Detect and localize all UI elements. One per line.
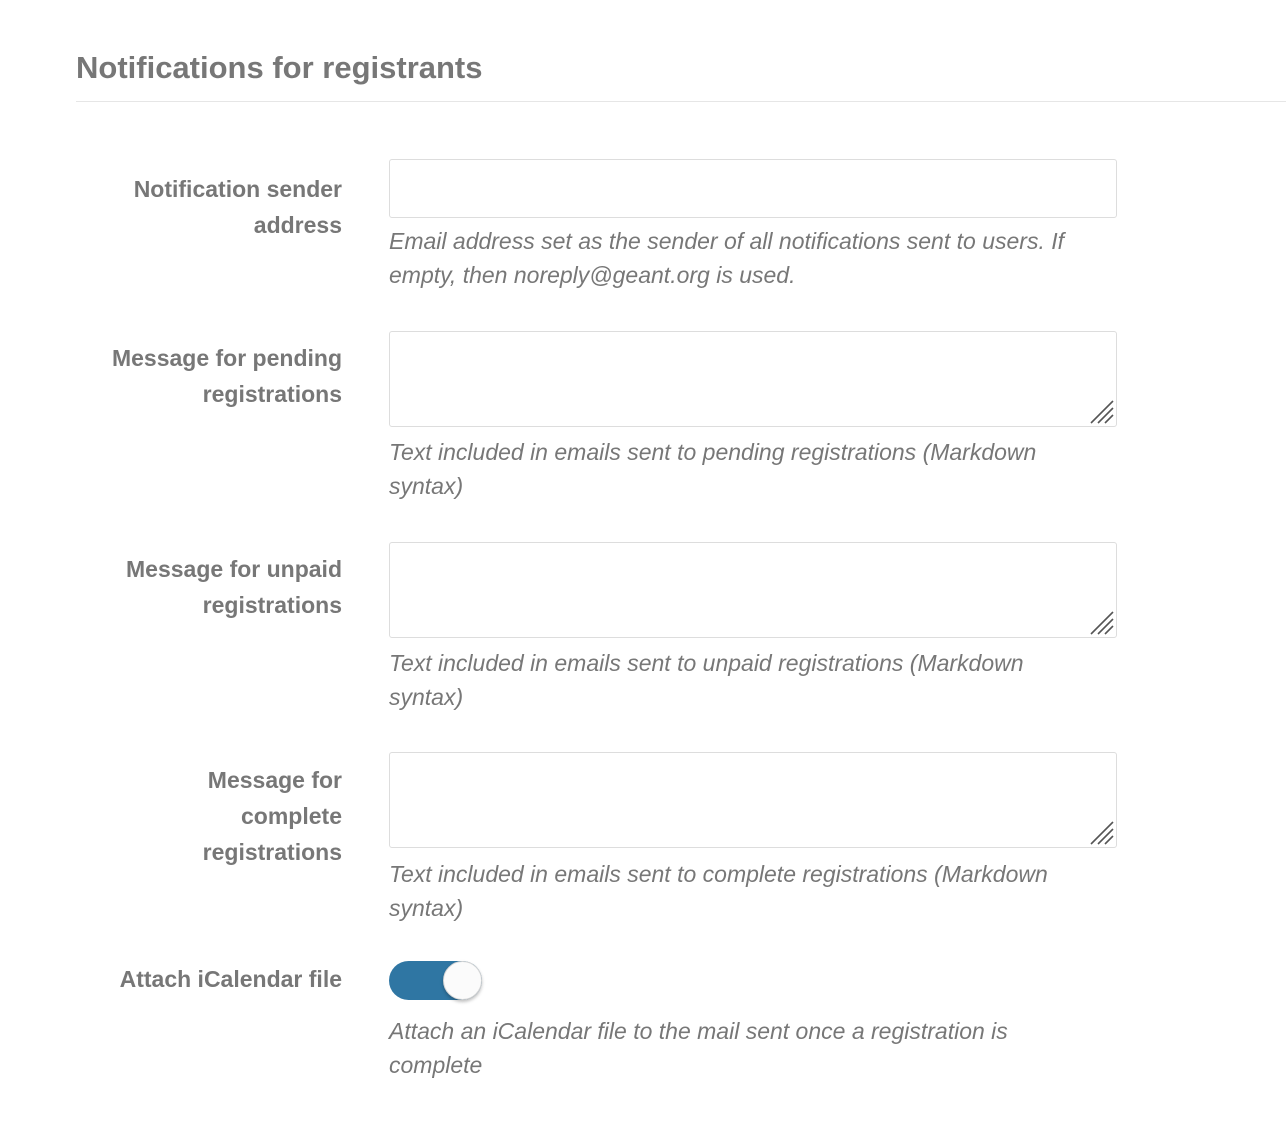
unpaid-message-textarea[interactable] — [389, 542, 1117, 638]
section-title: Notifications for registrants — [76, 50, 483, 85]
icalendar-toggle[interactable] — [389, 961, 482, 1000]
toggle-knob[interactable] — [443, 961, 482, 1000]
unpaid-message-help-line2: syntax) — [389, 684, 464, 710]
icalendar-help-line2: complete — [389, 1052, 483, 1078]
complete-message-label-line3: registrations — [202, 839, 342, 865]
pending-message-textarea[interactable] — [389, 331, 1117, 427]
sender-address-label-line1: Notification sender — [133, 176, 342, 202]
pending-message-label — [76, 340, 342, 412]
complete-message-label-line1: Message for — [207, 767, 342, 793]
complete-message-label — [76, 762, 342, 870]
complete-message-help — [389, 857, 1129, 925]
icalendar-help — [389, 1014, 1129, 1082]
pending-message-label-line2: registrations — [202, 381, 342, 407]
unpaid-message-label-line1: Message for unpaid — [126, 556, 342, 582]
icalendar-label: Attach iCalendar file — [119, 966, 342, 992]
pending-message-help-line2: syntax) — [389, 473, 464, 499]
unpaid-message-label-line2: registrations — [202, 592, 342, 618]
sender-address-input[interactable] — [389, 159, 1117, 218]
section-divider — [76, 101, 1286, 102]
icalendar-help-line1: Attach an iCalendar file to the mail sent once a registration is — [389, 1018, 1008, 1044]
sender-address-label — [76, 171, 342, 243]
pending-message-label-line1: Message for pending — [111, 345, 342, 371]
unpaid-message-help-line1: Text included in emails sent to unpaid registrations (Markdown — [389, 650, 1024, 676]
pending-message-help-line1: Text included in emails sent to pending registrations (Markdown — [389, 439, 1037, 465]
complete-message-textarea[interactable] — [389, 752, 1117, 848]
sender-address-help-line2: empty, then noreply@geant.org is used. — [389, 262, 796, 288]
sender-address-help-line1: Email address set as the sender of all notifications sent to users. If — [389, 228, 1065, 254]
complete-message-label-line2: complete — [241, 803, 342, 829]
complete-message-help-line1: Text included in emails sent to complete registrations (Markdown — [389, 861, 1048, 887]
sender-address-label-line2: address — [253, 212, 342, 238]
complete-message-help-line2: syntax) — [389, 895, 464, 921]
pending-message-help — [389, 435, 1129, 503]
unpaid-message-help — [389, 646, 1129, 714]
sender-address-help — [389, 224, 1129, 292]
unpaid-message-label — [76, 551, 342, 623]
